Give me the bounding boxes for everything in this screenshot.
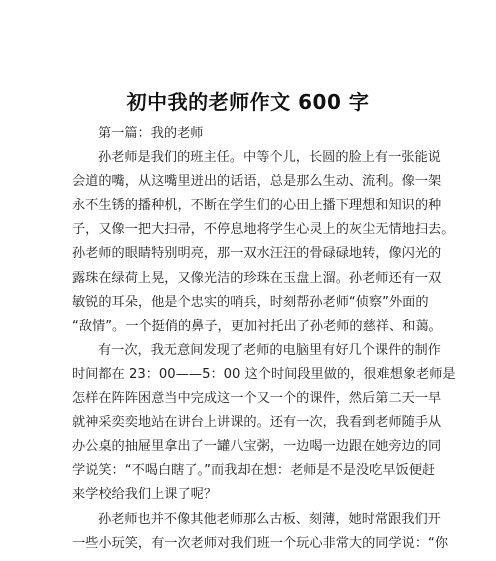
section-heading: 第一篇：我的老师 [98,126,204,141]
paragraph-line: “敌情”。一个挺俏的鼻子，更加衬托出了孙老师的慈祥、和蔼。 [72,318,442,334]
paragraph-line: 会道的嘴，从这嘴里迸出的话语，总是那么生动、流利。像一架 [72,174,442,190]
paragraph-line: 露珠在绿荷上晃，又像光洁的珍珠在玉盘上溜。孙老师还有一双 [72,270,442,286]
paragraph-line: 孙老师的眼睛特别明亮，那一双水汪汪的骨碌碌地转，像闪光的 [72,246,442,262]
paragraph-line: 孙老师也并不像其他老师那么古板、刻薄，她时常跟我们开 [98,511,441,527]
paragraph-line: 敏锐的耳朵，他是个忠实的哨兵，时刻帮孙老师“侦察”外面的 [72,294,429,310]
paragraph-line: 怎样在阵阵困意当中完成这一个又一个的课件，然后第二天一早 [72,391,442,407]
paragraph-line: 有一次，我无意间发现了老师的电脑里有好几个课件的制作 [98,342,441,358]
document-title: 初中我的老师作文 600 字 [126,90,370,114]
paragraph-line: 就神采奕奕地站在讲台上讲课的。还有一次，我看到老师随手从 [72,415,442,431]
paragraph-line: 永不生锈的播种机，不断在学生们的心田上播下理想和知识的种 [72,198,442,214]
paragraph-line: 一些小玩笑，有一次老师对我们班一个玩心非常大的同学说：“你 [72,535,449,551]
paragraph-line: 时间都在 23：00——5：00 这个时间段里做的，很难想象老师是 [72,366,456,382]
paragraph-line: 办公桌的抽屉里拿出了一罐八宝粥，一边喝一边跟在她旁边的同 [72,439,442,455]
paragraph-line: 子，又像一把大扫帚，不停息地将学生心灵上的灰尘无情地扫去。 [72,222,455,238]
document-body [72,122,456,556]
paragraph-line: 孙老师是我们的班主任。中等个儿，长圆的脸上有一张能说 [98,150,441,166]
paragraph-line: 学说笑：“不喝白瞎了。”而我却在想：老师是不是没吃早饭便赶 [72,463,436,479]
paragraph-line: 来学校给我们上课了呢？ [72,487,218,503]
